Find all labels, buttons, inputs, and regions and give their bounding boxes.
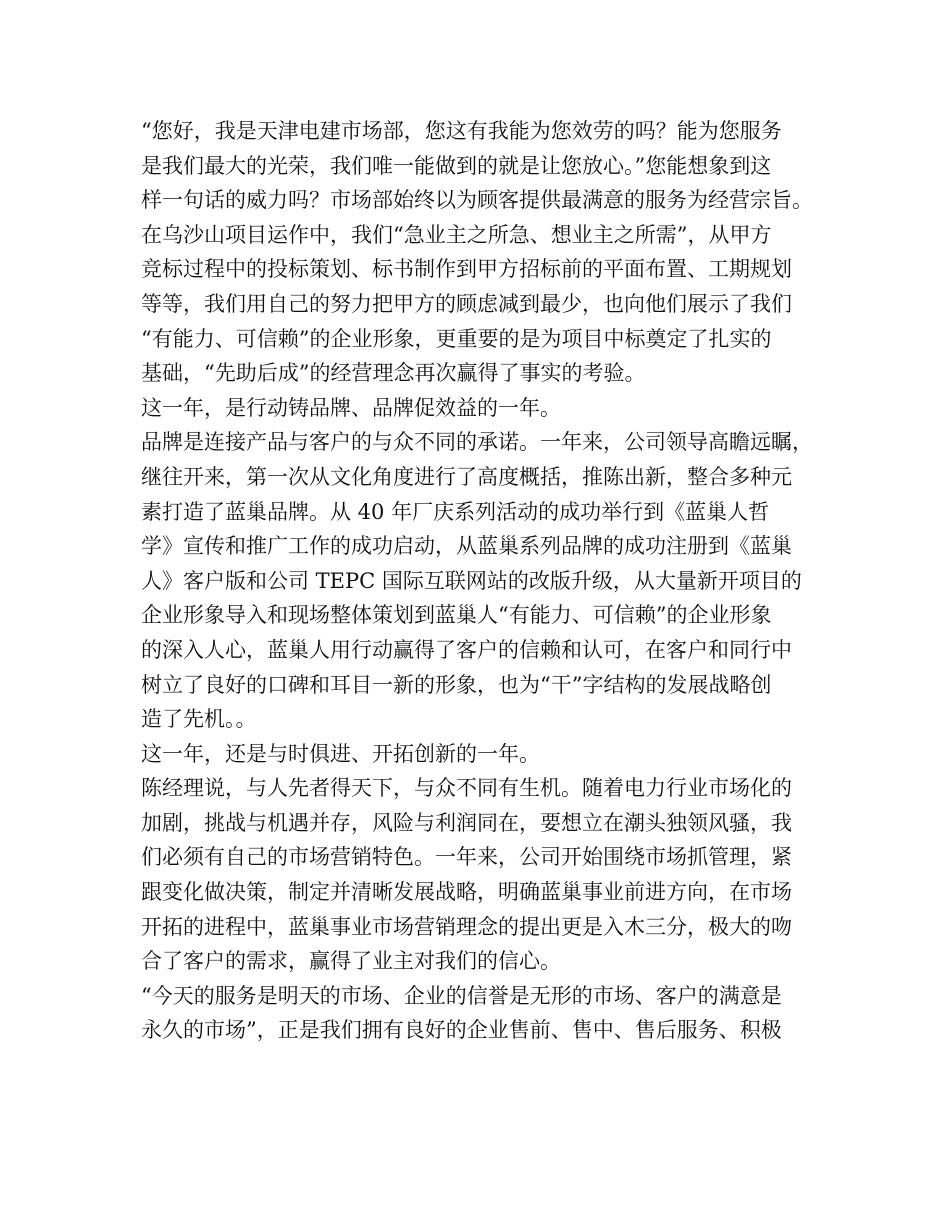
text-line: “您好，我是天津电建市场部，您这有我能为您效劳的吗？能为您服务 [141,119,782,143]
text-line: 树立了良好的口碑和耳目一新的形象，也为“干”字结构的发展战略创 [141,672,772,697]
text-line: 竞标过程中的投标策划、标书制作到甲方招标前的平面布置、工期规划 [141,257,792,282]
text-line: “今天的服务是明天的市场、企业的信誉是无形的市场、客户的满意是 [141,983,782,1008]
text-line: 基础，“先助后成”的经营理念再次赢得了事实的考验。 [141,361,646,386]
text-line: 在乌沙山项目运作中，我们“急业主之所急、想业主之所需”，从甲方 [141,222,772,247]
text-line: 人》客户版和公司 TEPC 国际互联网站的改版升级，从大量新开项目的 [141,568,802,593]
text-line: 陈经理说，与人先者得天下，与众不同有生机。随着电力行业市场化的 [141,776,792,801]
text-line: 学》宣传和推广工作的成功启动，从蓝巢系列品牌的成功注册到《蓝巢 [141,534,792,559]
text-line: 继往开来，第一次从文化角度进行了高度概括，推陈出新，整合多种元 [141,464,792,489]
text-line: 等等，我们用自己的努力把甲方的顾虑减到最少，也向他们展示了我们 [141,291,792,316]
text-line: 们必须有自己的市场营销特色。一年来，公司开始围绕市场抓管理，紧 [141,845,792,870]
text-line: 跟变化做决策，制定并清晰发展战略，明确蓝巢事业前进方向，在市场 [141,880,792,905]
text-line: 的深入人心，蓝巢人用行动赢得了客户的信赖和认可，在客户和同行中 [141,637,792,662]
text-line: 永久的市场”，正是我们拥有良好的企业售前、售中、售后服务、积极 [141,1018,782,1043]
document-body [141,114,831,1048]
text-line: 开拓的进程中，蓝巢事业市场营销理念的提出更是入木三分，极大的吻 [141,914,792,939]
text-line: 是我们最大的光荣，我们唯一能做到的就是让您放心。”您能想象到这 [141,153,772,178]
text-line: 这一年，还是与时俱进、开拓创新的一年。 [141,741,540,766]
text-line: 合了客户的需求，赢得了业主对我们的信心。 [141,949,561,974]
text-line: 素打造了蓝巢品牌。从 40 年厂庆系列活动的成功举行到《蓝巢人哲 [141,499,770,524]
text-line: 样一句话的威力吗？市场部始终以为顾客提供最满意的服务为经营宗旨。 [141,188,813,213]
text-line: 加剧，挑战与机遇并存，风险与利润同在，要想立在潮头独领风骚，我 [141,810,792,835]
text-line: 企业形象导入和现场整体策划到蓝巢人“有能力、可信赖”的企业形象 [141,603,772,628]
text-line: 这一年，是行动铸品牌、品牌促效益的一年。 [141,395,561,420]
text-line: 造了先机。。 [141,707,257,732]
text-line: “有能力、可信赖”的企业形象，更重要的是为项目中标奠定了扎实的 [141,326,772,351]
text-line: 品牌是连接产品与客户的与众不同的承诺。一年来，公司领导高瞻远瞩， [141,430,813,455]
